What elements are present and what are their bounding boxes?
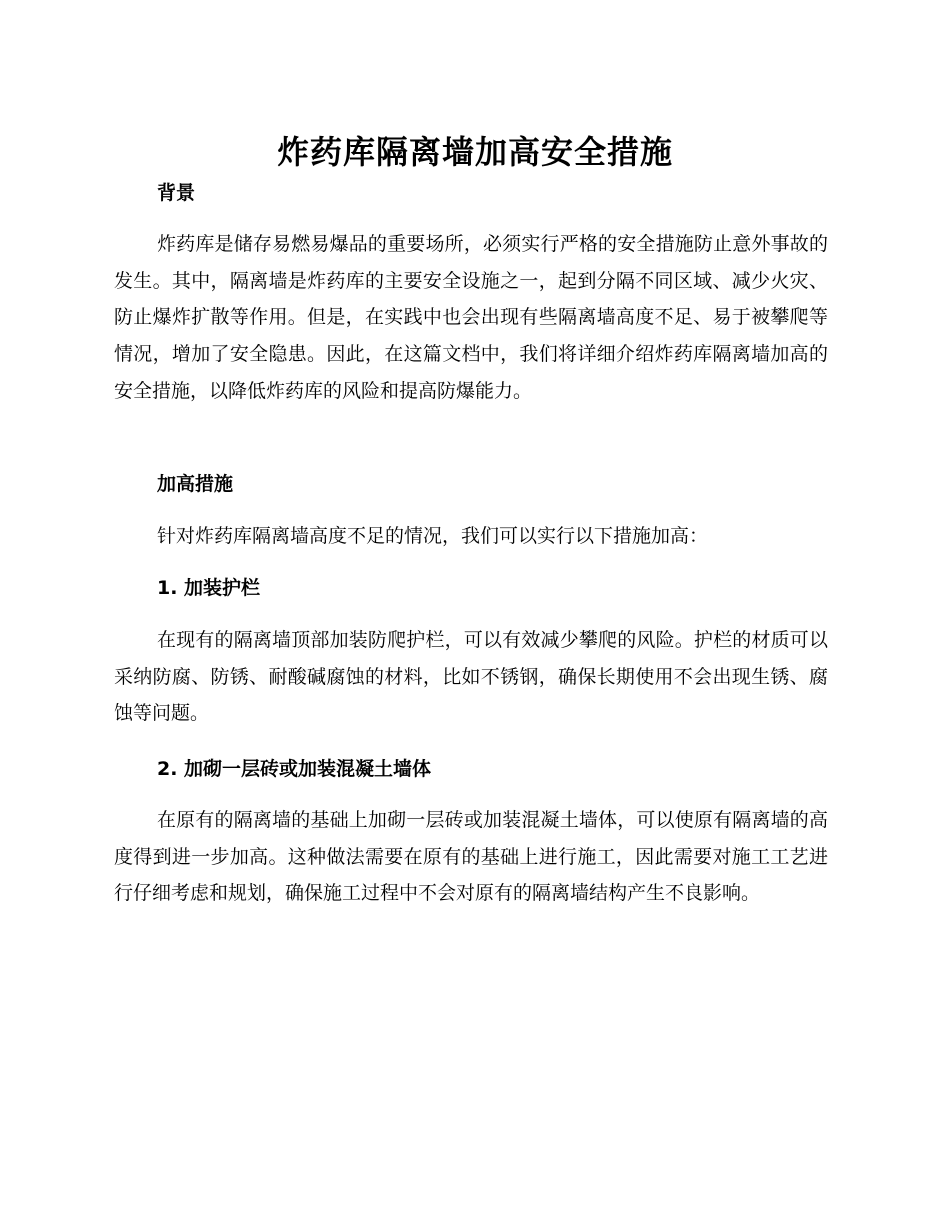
guardrail-paragraph: 在现有的隔离墙顶部加装防爬护栏，可以有效减少攀爬的风险。护栏的材质可以采纳防腐、防锈、耐酸碱腐蚀的材料，比如不锈钢，确保长期使用不会出现生锈、腐蚀等问题。 (114, 629, 828, 725)
background-paragraph: 炸药库是储存易燃易爆品的重要场所，必须实行严格的安全措施防止意外事故的发生。其中，隔离墙是炸药库的主要安全设施之一，起到分隔不同区域、减少火灾、防止爆炸扩散等作用。但是，在实践中也会出现有些隔离墙高度不足、易于被攀爬等情况，增加了安全隐患。因此，在这篇文档中，我们将详细介绍炸药库隔离墙加高的安全措施，以降低炸药库的风险和提高防爆能力。 (114, 233, 828, 402)
document-title: 炸药库隔离墙加高安全措施 (276, 133, 673, 171)
brick-concrete-paragraph: 在原有的隔离墙的基础上加砌一层砖或加装混凝土墙体，可以使原有隔离墙的高度得到进一步加高。这种做法需要在原有的基础上进行施工，因此需要对施工工艺进行仔细考虑和规划，确保施工过程中不会对原有的隔离墙结构产生不良影响。 (114, 809, 828, 905)
section-heading-guardrail: 1. 加装护栏 (157, 577, 261, 599)
section-heading-brick-concrete: 2. 加砌一层砖或加装混凝土墙体 (157, 758, 432, 780)
measures-intro-paragraph: 针对炸药库隔离墙高度不足的情况，我们可以实行以下措施加高： (157, 525, 709, 547)
section-heading-background: 背景 (157, 182, 196, 204)
section-heading-measures: 加高措施 (157, 473, 234, 495)
